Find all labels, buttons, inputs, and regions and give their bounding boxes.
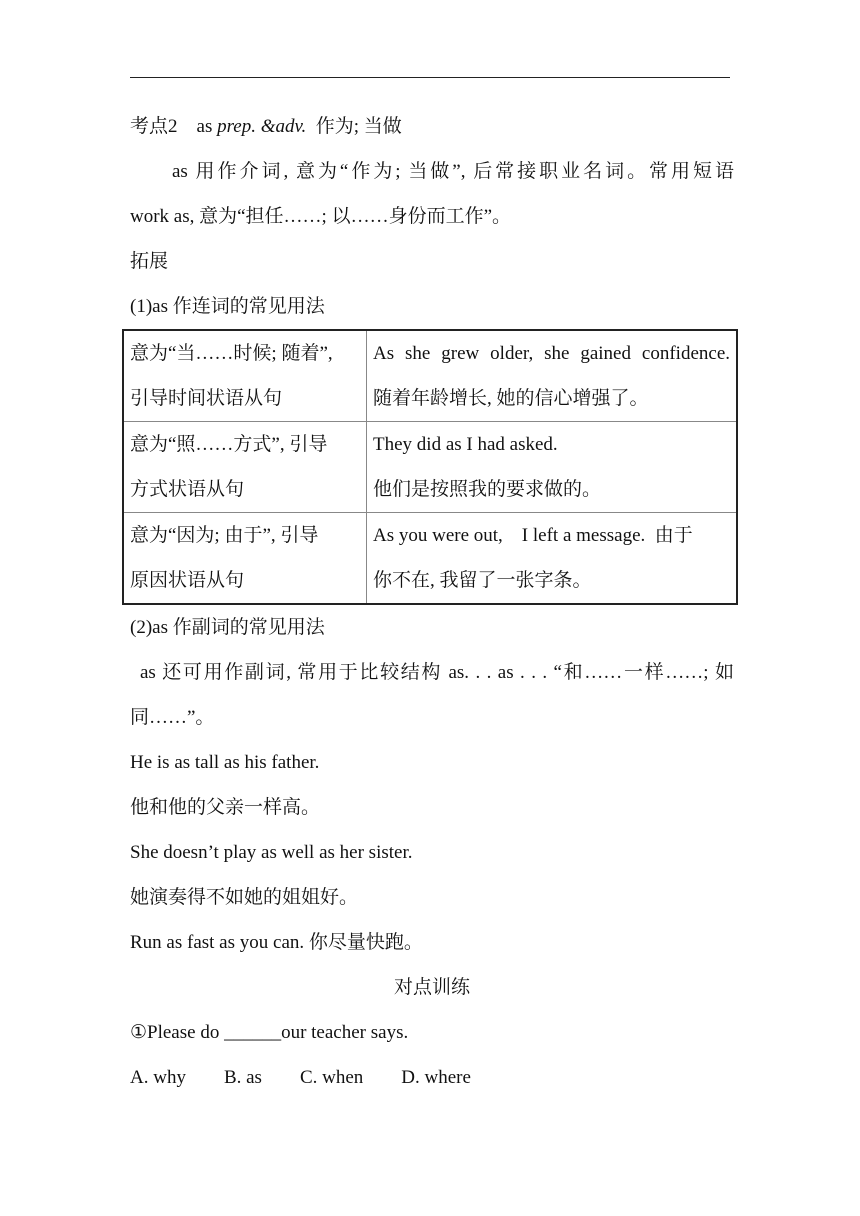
example-sentence: Run as fast as you can. 你尽量快跑。 [130,932,423,953]
table-row [123,330,737,422]
example-text: 你不在, 我留了一张字条。 [373,570,592,591]
conjunction-usage-table [122,329,738,605]
adv-title: (2)as 作副词的常见用法 [130,617,325,638]
usage-cell [123,330,367,422]
usage-cell [123,513,367,605]
example-sentence: He is as tall as his father. [130,752,320,773]
example-text: They did as I had asked. [373,434,558,455]
usage-text: 意为“当……时候; 随着”, [130,343,333,364]
section-word: as [196,116,213,137]
adv-intro-line-2: 同……”。 [130,707,215,728]
option-a[interactable]: A. why [130,1067,186,1088]
example-translation: 她演奏得不如她的姐姐好。 [130,887,359,908]
adv-intro-line-1: as 还可用作副词, 常用于比较结构 as. . . as . . . “和……一样……; 如 [140,662,734,683]
example-text: As you were out, I left a message. 由于 [373,525,693,546]
usage-text: 引导时间状语从句 [130,388,283,409]
section-heading [130,104,734,149]
option-d[interactable]: D. where [401,1067,471,1088]
example-text: 他们是按照我的要求做的。 [373,479,602,500]
usage-text: 方式状语从句 [130,479,245,500]
section-pos: prep. &adv. [217,116,307,137]
practice-question: ①Please do ______our teacher says. [130,1022,409,1043]
conj-title: (1)as 作连词的常见用法 [130,296,325,317]
example-cell [367,330,738,422]
table-row [123,513,737,605]
usage-text: 意为“因为; 由于”, 引导 [130,525,319,546]
intro-line-2: work as, 意为“担任……; 以……身份而工作”。 [130,206,512,227]
intro-line-1: as 用作介词, 意为“作为; 当做”, 后常接职业名词。常用短语 [172,161,734,182]
example-sentence: She doesn’t play as well as her sister. [130,842,413,863]
example-cell [367,513,738,605]
example-cell [367,422,738,513]
example-text: As she grew older, she gained confidence. [373,343,730,364]
example-text: 随着年龄增长, 她的信心增强了。 [373,388,649,409]
table-row [123,422,737,513]
option-c[interactable]: C. when [299,1067,364,1088]
usage-text: 原因状语从句 [130,570,245,591]
section-meaning: 作为; 当做 [315,116,402,137]
option-b[interactable]: B. as [223,1067,262,1088]
usage-cell [123,422,367,513]
usage-text: 意为“照……方式”, 引导 [130,434,328,455]
section-label: 考点2 [130,116,178,137]
document-body [130,104,734,1100]
practice-options [130,1055,734,1100]
extension-label: 拓展 [130,251,169,272]
example-translation: 他和他的父亲一样高。 [130,797,321,818]
header-rule [130,77,730,78]
practice-title: 对点训练 [393,977,470,998]
